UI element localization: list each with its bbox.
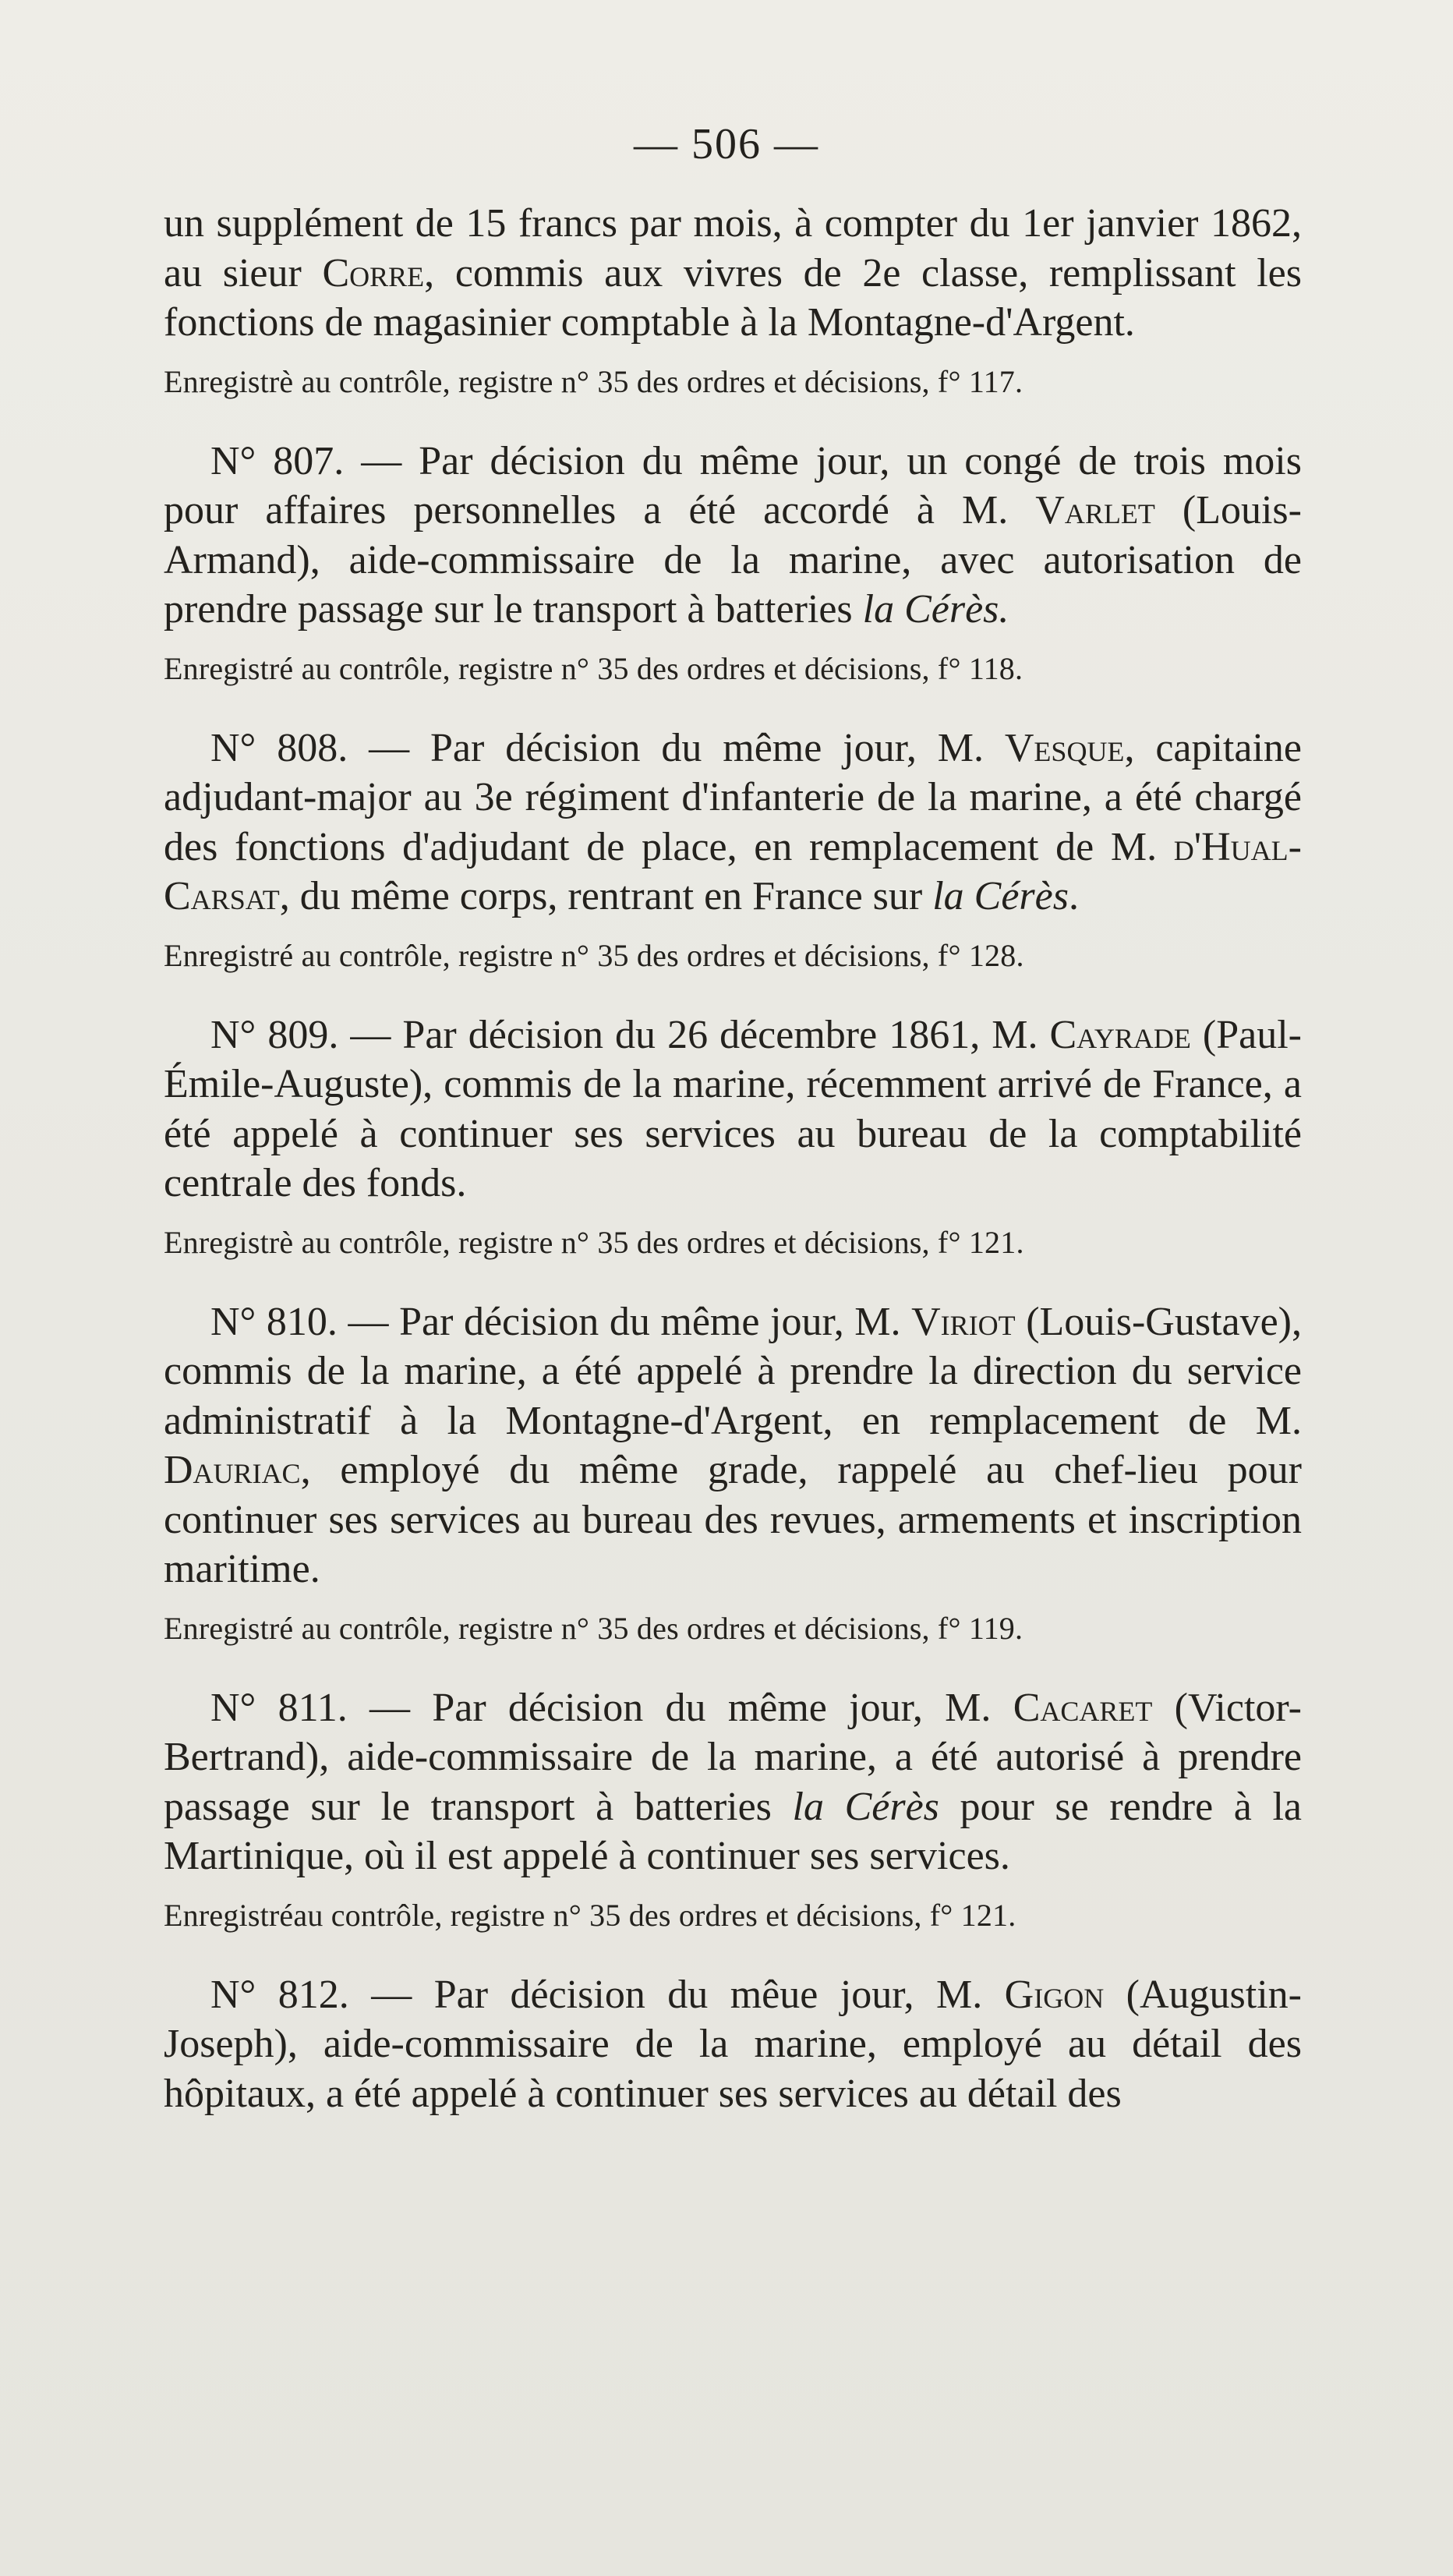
page-body — [164, 199, 1302, 2118]
entry-text: (Louis-Gustave), commis de la marine, a été appelé à prendre la direction du service administratif à la Montagne-d'Argent, en remplacement de M. — [164, 1299, 1302, 1443]
person-name: d'Hual-Carsat — [164, 824, 1302, 918]
intro-name: Corre — [322, 250, 425, 295]
entry-text: . — [1068, 874, 1079, 918]
person-name: Dauriac — [164, 1448, 301, 1492]
entry-text: pour se rendre à la Martinique, où il est appelé à continuer ses services. — [164, 1784, 1302, 1878]
decision-entry — [164, 1683, 1302, 1881]
decision-entry — [164, 1010, 1302, 1208]
entry-text: — Par décision du même jour, M. — [369, 725, 1005, 770]
entry-number: N° 811. — [210, 1685, 370, 1730]
entry-text: , capitaine adjudant-major au 3e régiment d'infanterie de la marine, a été chargé des fonctions d'adjudant de place, en remplacement de M. — [164, 725, 1302, 869]
person-name: Cacaret — [1013, 1685, 1153, 1730]
decision-entries — [164, 437, 1302, 2119]
decision-entry — [164, 724, 1302, 922]
entry-text: — Par décision du même jour, M. — [369, 1685, 1013, 1730]
intro-text-after: , commis aux vivres de 2e classe, remplissant les fonctions de magasinier comptable à la Montagne-d'Argent. — [164, 250, 1302, 345]
person-name: Gigon — [1004, 1972, 1105, 2017]
entry-registration: Enregistrè au contrôle, registre n° 35 des ordres et décisions, f° 121. — [164, 1224, 1024, 1260]
intro-paragraph — [164, 199, 1302, 348]
entry-registration: Enregistré au contrôle, registre n° 35 des ordres et décisions, f° 118. — [164, 650, 1023, 686]
intro-text: un supplément de 15 francs par mois, à compter du 1er janvier 1862, au sieur — [164, 201, 1302, 295]
entry-text: — Par décision du 26 décembre 1861, M. — [350, 1012, 1050, 1057]
person-name: Vesque — [1004, 725, 1125, 770]
decision-entry — [164, 1297, 1302, 1594]
entry-registration: Enregistréau contrôle, registre n° 35 des ordres et décisions, f° 121. — [164, 1897, 1016, 1933]
entry-number: N° 812. — [210, 1972, 372, 2017]
entry-text: — Par décision du même jour, un congé de trois mois pour affaires personnelles a été accordé à M. — [164, 438, 1302, 533]
entry-number: N° 808. — [210, 725, 369, 770]
ship-name: la Cérès — [932, 874, 1069, 918]
intro-registration: Enregistrè au contrôle, registre n° 35 des ordres et décisions, f° 117. — [164, 363, 1023, 399]
entry-text: , du même corps, rentrant en France sur — [279, 874, 933, 918]
entry-registration: Enregistré au contrôle, registre n° 35 des ordres et décisions, f° 128. — [164, 937, 1024, 973]
decision-entry — [164, 1970, 1302, 2119]
entry-number: N° 807. — [210, 438, 362, 483]
person-name: Cayrade — [1049, 1012, 1191, 1057]
page-number: — 506 — — [634, 120, 819, 168]
entry-text: — Par décision du mêue jour, M. — [371, 1972, 1005, 2017]
entry-number: N° 809. — [210, 1012, 351, 1057]
decision-entry — [164, 437, 1302, 635]
ship-name: la Cérès — [792, 1784, 939, 1829]
person-name: Varlet — [1035, 488, 1155, 533]
entry-text: , employé du même grade, rappelé au chef-lieu pour continuer ses services au bureau des revues, armements et inscription maritime. — [164, 1448, 1302, 1591]
entry-text: — Par décision du même jour, M. — [348, 1299, 912, 1344]
entry-text: (Louis-Armand), aide-commissaire de la marine, avec autorisation de prendre passage sur le transport à batteries — [164, 488, 1302, 632]
ship-name: la Cérès. — [862, 587, 1009, 632]
entry-number: N° 810. — [210, 1299, 348, 1344]
entry-registration: Enregistré au contrôle, registre n° 35 des ordres et décisions, f° 119. — [164, 1610, 1023, 1646]
person-name: Viriot — [911, 1299, 1016, 1344]
entry-text: (Paul-Émile-Auguste), commis de la marine, récemment arrivé de France, a été appelé à continuer ses services au bureau de la comptabilité centrale des fonds. — [164, 1012, 1302, 1205]
entry-text: (Augustin-Joseph), aide-commissaire de la marine, employé au détail des hôpitaux, a été appelé à continuer ses services au détail des — [164, 1972, 1302, 2116]
entry-text: (Victor-Bertrand), aide-commissaire de la marine, a été autorisé à prendre passage sur le transport à batteries — [164, 1685, 1302, 1829]
